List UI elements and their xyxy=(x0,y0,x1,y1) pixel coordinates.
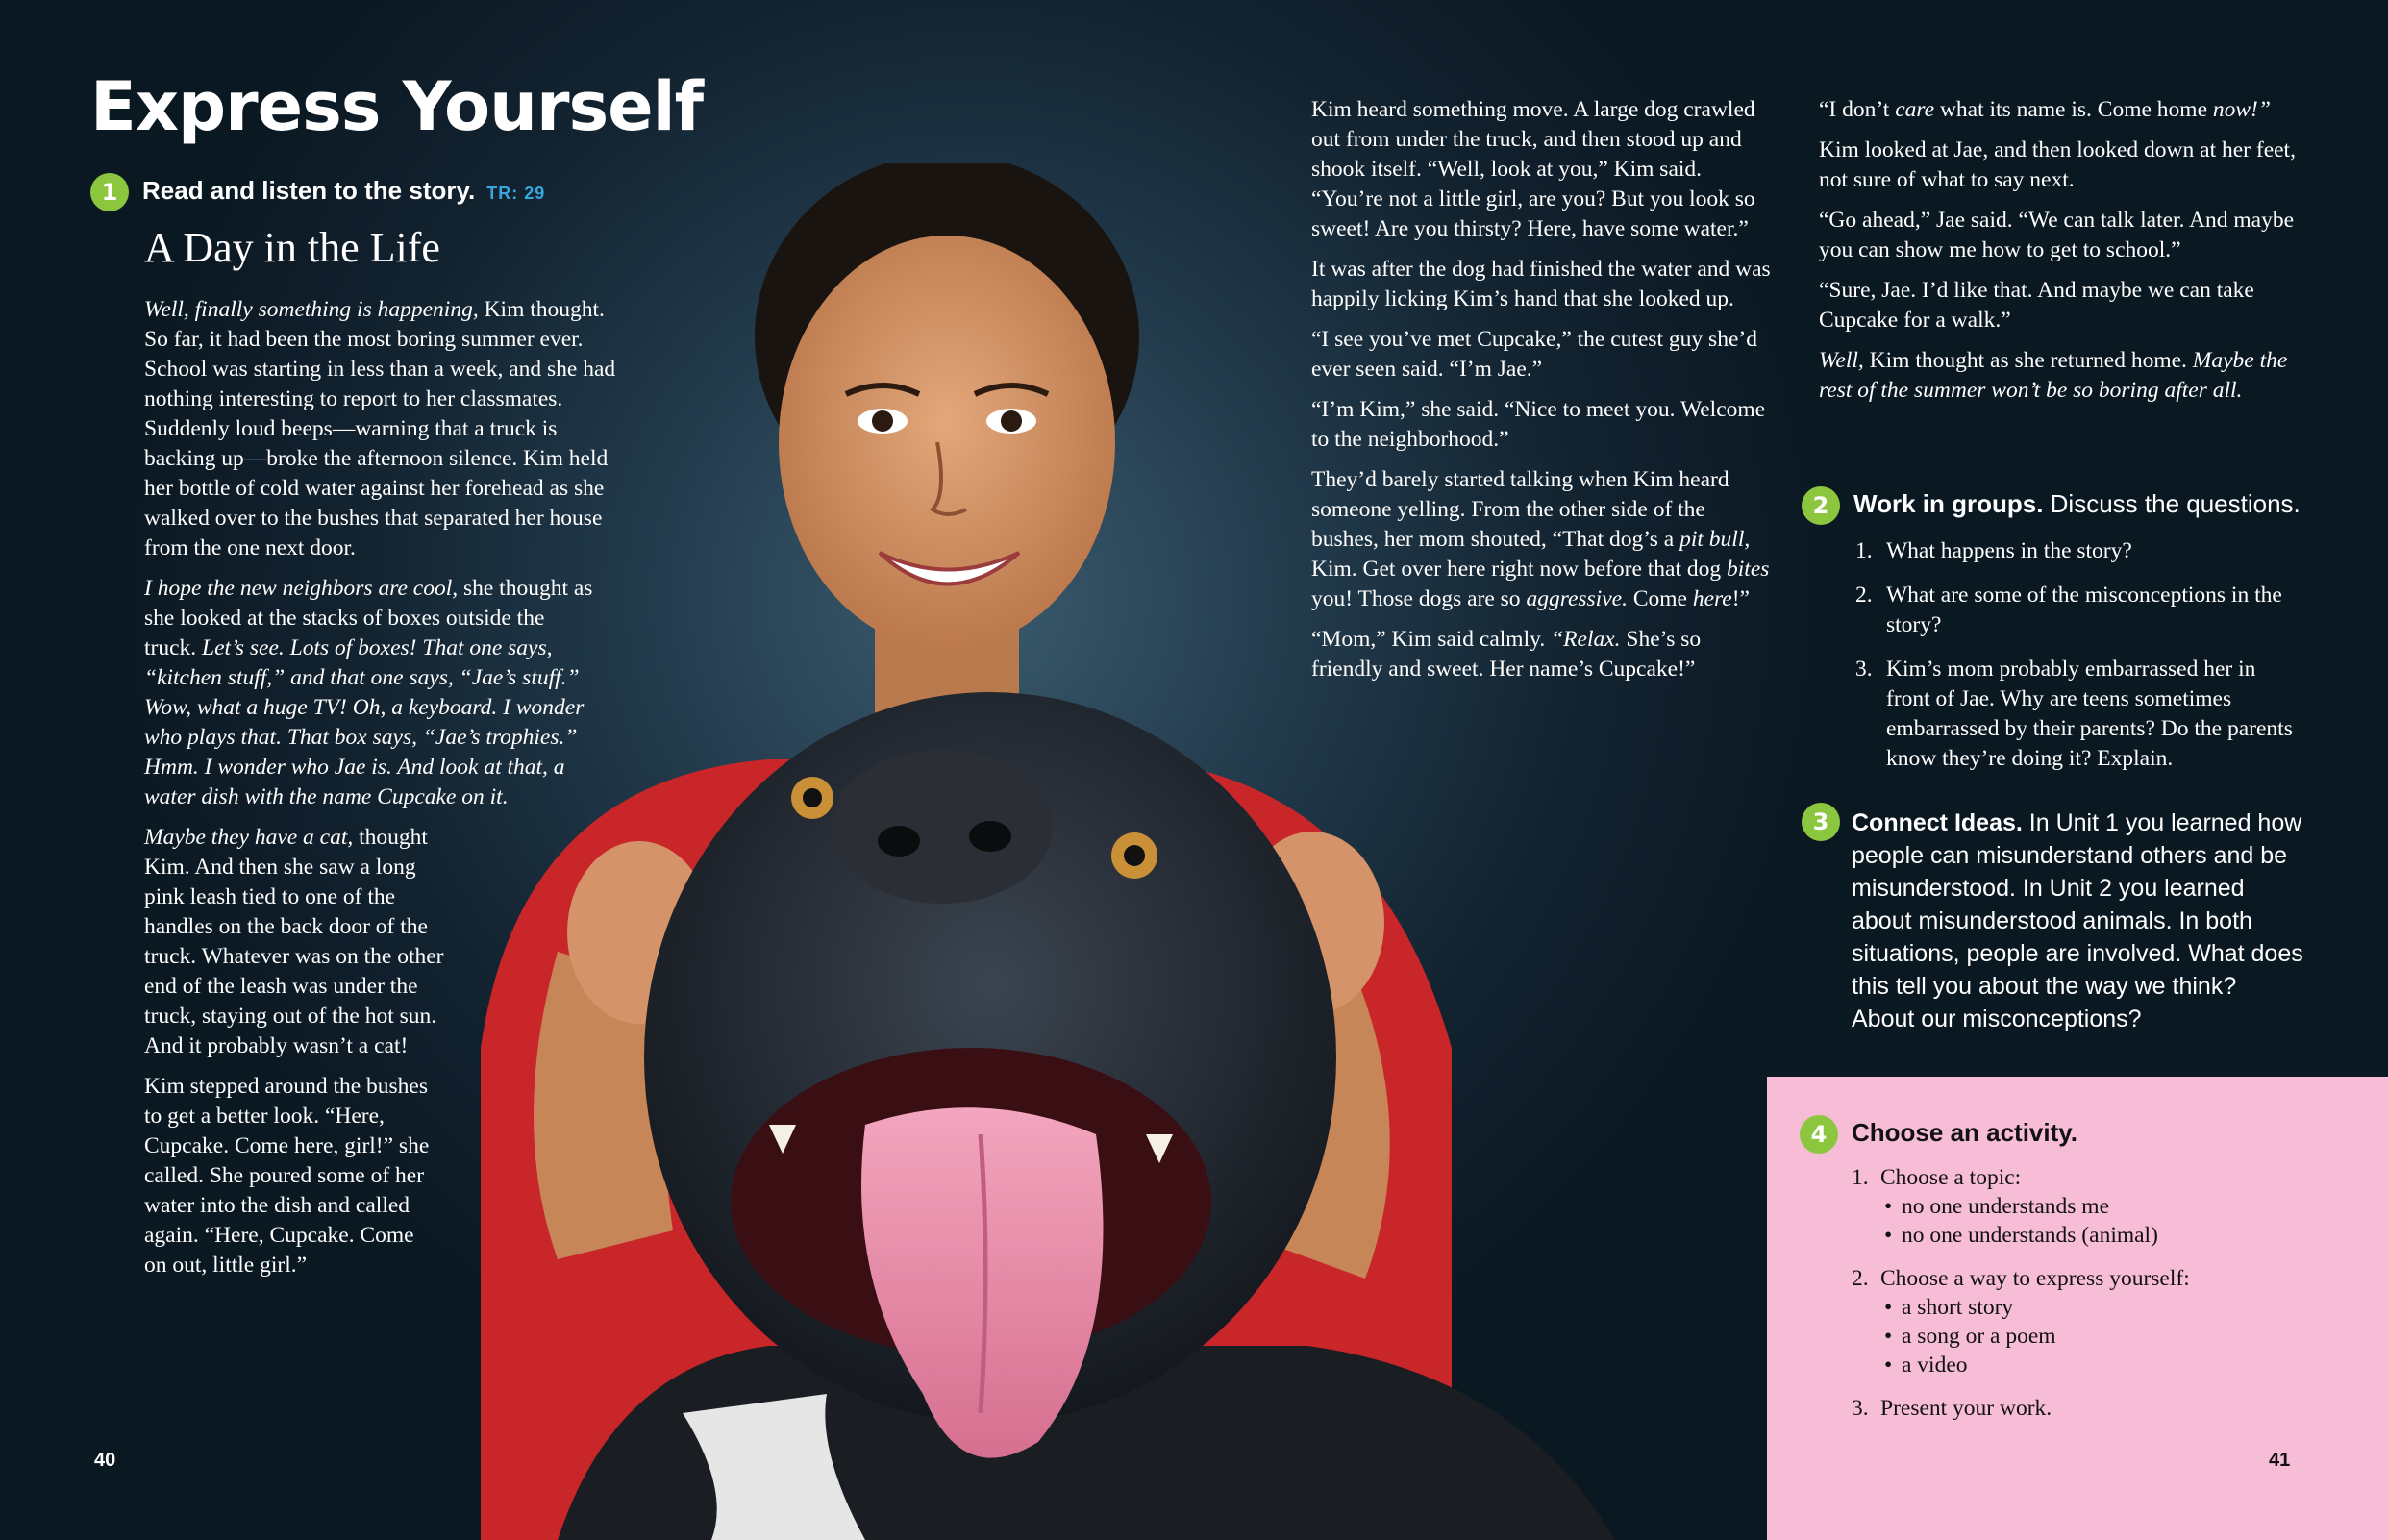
item-number: 2. xyxy=(1855,583,1873,608)
story-paragraph: Maybe they have a cat, thought Kim. And then she saw a long pink leash tied to one of the handles on the back door of the truck. Whatever was on the other end of the leash was under the truck, staying out of the hot sun. And it probably wasn’t a cat! xyxy=(144,825,444,1058)
step-number-badge: 2 xyxy=(1802,486,1840,525)
story-paragraph: “I don’t care what its name is. Come home now!” xyxy=(1819,97,2271,122)
section1-heading xyxy=(90,173,545,211)
section3-text xyxy=(1852,807,2303,1035)
list-item xyxy=(1855,536,2298,566)
bullet-item: • a short story xyxy=(1880,1293,2351,1322)
page-number-left: 40 xyxy=(94,1450,116,1471)
story-paragraph: “I see you’ve met Cupcake,” the cutest guy she’d ever seen said. “I’m Jae.” xyxy=(1311,327,1757,382)
bullet-list xyxy=(1880,1293,2351,1379)
section4-title: Choose an activity. xyxy=(1852,1117,2078,1147)
discussion-questions xyxy=(1855,536,2298,788)
activity-list xyxy=(1852,1163,2351,1437)
question-text: What happens in the story? xyxy=(1886,538,2132,563)
story-paragraph: Kim heard something move. A large dog crawled out from under the truck, and then stood up and shook itself. “Well, look at you,” Kim said. “You’re not a little girl, are you? But you look so sweet! Are you thirsty? Here, have some water.” xyxy=(1311,97,1755,241)
item-number: 1. xyxy=(1855,538,1873,563)
story-paragraph: It was after the dog had finished the water and was happily licking Kim’s hand that she looked up. xyxy=(1311,257,1771,311)
section2-title: Work in groups. xyxy=(1853,488,2044,518)
question-text: Kim’s mom probably embarrassed her in front of Jae. Why are teens sometimes embarrassed by their parents? Do the parents know they’re doing it? Explain. xyxy=(1886,657,2293,771)
section3-heading xyxy=(1802,803,1853,841)
step-number-badge: 4 xyxy=(1800,1115,1838,1154)
story-paragraph: “Mom,” Kim said calmly. “Relax. She’s so friendly and sweet. Her name’s Cupcake!” xyxy=(1311,627,1702,682)
list-item xyxy=(1855,655,2298,774)
story-paragraph: They’d barely started talking when Kim heard someone yelling. From the other side of the bushes, her mom shouted, “That dog’s a pit bull, Kim. Get over here right now before that dog bites you! Those dogs are so aggressive. Come here!” xyxy=(1311,467,1770,611)
section1-title: Read and listen to the story. xyxy=(142,175,476,205)
story-column-2 xyxy=(1311,95,1773,695)
list-item xyxy=(1852,1264,2351,1379)
section2-heading xyxy=(1802,486,2301,525)
story-paragraph: I hope the new neighbors are cool, she thought as she looked at the stacks of boxes outside the truck. Let’s see. Lots of boxes! That one says, “kitchen stuff,” and that one says, “Jae’s stuff.” Wow, what a huge TV! Oh, a keyboard. I wonder who plays that. That box says, “Jae’s trophies.” Hmm. I wonder who Jae is. And look at that, a water dish with the name Cupcake on it. xyxy=(144,576,593,809)
story-title: A Day in the Life xyxy=(144,224,440,271)
list-item xyxy=(1855,581,2298,640)
story-paragraph: Well, finally something is happening, Kim thought. So far, it had been the most boring summer ever. School was starting in less than a week, and she had nothing interesting to report to her classmates. Suddenly loud beeps—warning that a truck is backing up—broke the afternoon silence. Kim held her bottle of cold water against her forehead as she walked over to the bushes that separated her house from the one next door. xyxy=(144,297,616,560)
story-paragraph: “I’m Kim,” she said. “Nice to meet you. Welcome to the neighborhood.” xyxy=(1311,397,1766,452)
bullet-item: • no one understands me xyxy=(1880,1192,2351,1221)
step-number-badge: 1 xyxy=(90,173,129,211)
activity-step-text: Choose a way to express yourself: xyxy=(1880,1266,2190,1291)
story-paragraph: Well, Kim thought as she returned home. Maybe the rest of the summer won’t be so boring after all. xyxy=(1819,348,2288,403)
story-column-3 xyxy=(1819,95,2319,416)
story-paragraph: Kim stepped around the bushes to get a better look. “Here, Cupcake. Come here, girl!” she called. She poured some of her water into the dish and called again. “Here, Cupcake. Come on out, little girl.” xyxy=(144,1074,430,1278)
item-number: 3. xyxy=(1855,657,1873,682)
bullet-item: • a video xyxy=(1880,1351,2351,1379)
activity-box xyxy=(1767,1077,2388,1540)
list-item xyxy=(1852,1394,2351,1423)
story-paragraph: “Go ahead,” Jae said. “We can talk later. And maybe you can show me how to get to school.” xyxy=(1819,208,2295,262)
story-paragraph: Kim looked at Jae, and then looked down at her feet, not sure of what to say next. xyxy=(1819,137,2296,192)
activity-step-text: Present your work. xyxy=(1880,1396,2052,1421)
item-number: 1. xyxy=(1852,1165,1869,1190)
audio-track-label: TR: 29 xyxy=(486,183,546,203)
story-column-1 xyxy=(144,295,625,1291)
section3-body: In Unit 1 you learned how people can misunderstand others and be misunderstood. In Unit 2 you learned about misunderstood animals. In both situations, people are involved. What does this tell you about the way we think? About our misconceptions? xyxy=(1852,809,2303,1032)
question-text: What are some of the misconceptions in the story? xyxy=(1886,583,2282,637)
activity-step-text: Choose a topic: xyxy=(1880,1165,2022,1190)
section2-instruction: Discuss the questions. xyxy=(2050,488,2301,518)
page-title: Express Yourself xyxy=(90,67,704,146)
section3-title: Connect Ideas. xyxy=(1852,809,2023,836)
list-item xyxy=(1852,1163,2351,1250)
story-paragraph: “Sure, Jae. I’d like that. And maybe we can take Cupcake for a walk.” xyxy=(1819,278,2254,333)
bullet-item: • no one understands (animal) xyxy=(1880,1221,2351,1250)
item-number: 2. xyxy=(1852,1266,1869,1291)
section4-heading xyxy=(1800,1115,2077,1154)
item-number: 3. xyxy=(1852,1396,1869,1421)
bullet-item: • a song or a poem xyxy=(1880,1322,2351,1351)
page-number-right: 41 xyxy=(2269,1450,2291,1471)
step-number-badge: 3 xyxy=(1802,803,1840,841)
bullet-list xyxy=(1880,1192,2351,1250)
